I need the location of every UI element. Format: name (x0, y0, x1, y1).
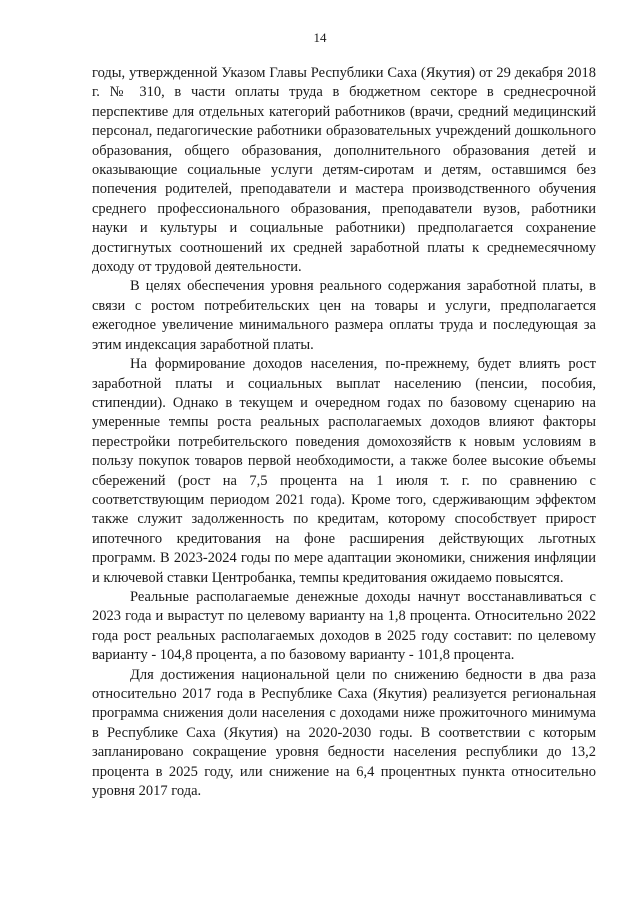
paragraph-3: На формирование доходов населения, по-прежнему, будет влиять рост заработной платы и социальных выплат населению (пенсии, пособия, стипендии). Однако в текущем и очередном годах по базовому сценарию на умеренные темпы роста реальных располагаемых доходов влияют факторы перестройки потребительского поведения домохозяйств к новым условиям в пользу покупок товаров первой необходимости, а также более высокие объемы сбережений (рост на 7,5 процента на 1 июля т. г. по сравнению с соответствующим периодом 2021 года). Кроме того, сдерживающим эффектом также служит задолженность по кредитам, которому способствует прирост ипотечного кредитования на фоне расширения действующих льготных программ. В 2023-2024 годы по мере адаптации экономики, снижения инфляции и ключевой ставки Центробанка, темпы кредитования ожидаемо повысятся. (92, 356, 596, 586)
paragraph-2: В целях обеспечения уровня реального содержания заработной платы, в связи с ростом потребительских цен на товары и услуги, предполагается ежегодное увеличение минимального размера оплаты труда и последующая за этим индексация заработной платы. (92, 278, 596, 353)
paragraph-5: Для достижения национальной цели по снижению бедности в два раза относительно 2017 года в Республике Саха (Якутия) реализуется региональная программа снижения доли населения с доходами ниже прожиточного минимума в Республике Саха (Якутия) на 2020-2030 годы. В соответствии с которым запланировано сокращение уровня бедности населения республики до 13,2 процента в 2025 году, или снижение на 6,4 процентных пункта относительно уровня 2017 года. (92, 666, 596, 800)
paragraph-1: годы, утвержденной Указом Главы Республики Саха (Якутия) от 29 декабря 2018 г. № 310, в части оплаты труда в бюджетном секторе в среднесрочной перспективе для отдельных категорий работников (врачи, средний медицинский персонал, педагогические работники образовательных учреждений дошкольного образования, общего образования, дополнительного образования детей и оказывающие социальные услуги детям-сиротам и детям, оставшимся без попечения родителей, преподаватели и мастера производственного обучения среднего профессионального образования, преподаватели вузов, работники науки и культуры и социальные работники) предполагается сохранение достигнутых соотношений их средней заработной платы к среднемесячному доходу от трудовой деятельности. (92, 65, 596, 276)
paragraph-4: Реальные располагаемые денежные доходы начнут восстанавливаться с 2023 года и вырастут по целевому варианту на 1,8 процента. Относительно 2022 года рост реальных располагаемых доходов в 2025 году составит: по целевому варианту - 104,8 процента, а по базовому варианту - 101,8 процента. (92, 588, 596, 664)
document-body (92, 64, 596, 801)
page-number: 14 (313, 30, 327, 45)
